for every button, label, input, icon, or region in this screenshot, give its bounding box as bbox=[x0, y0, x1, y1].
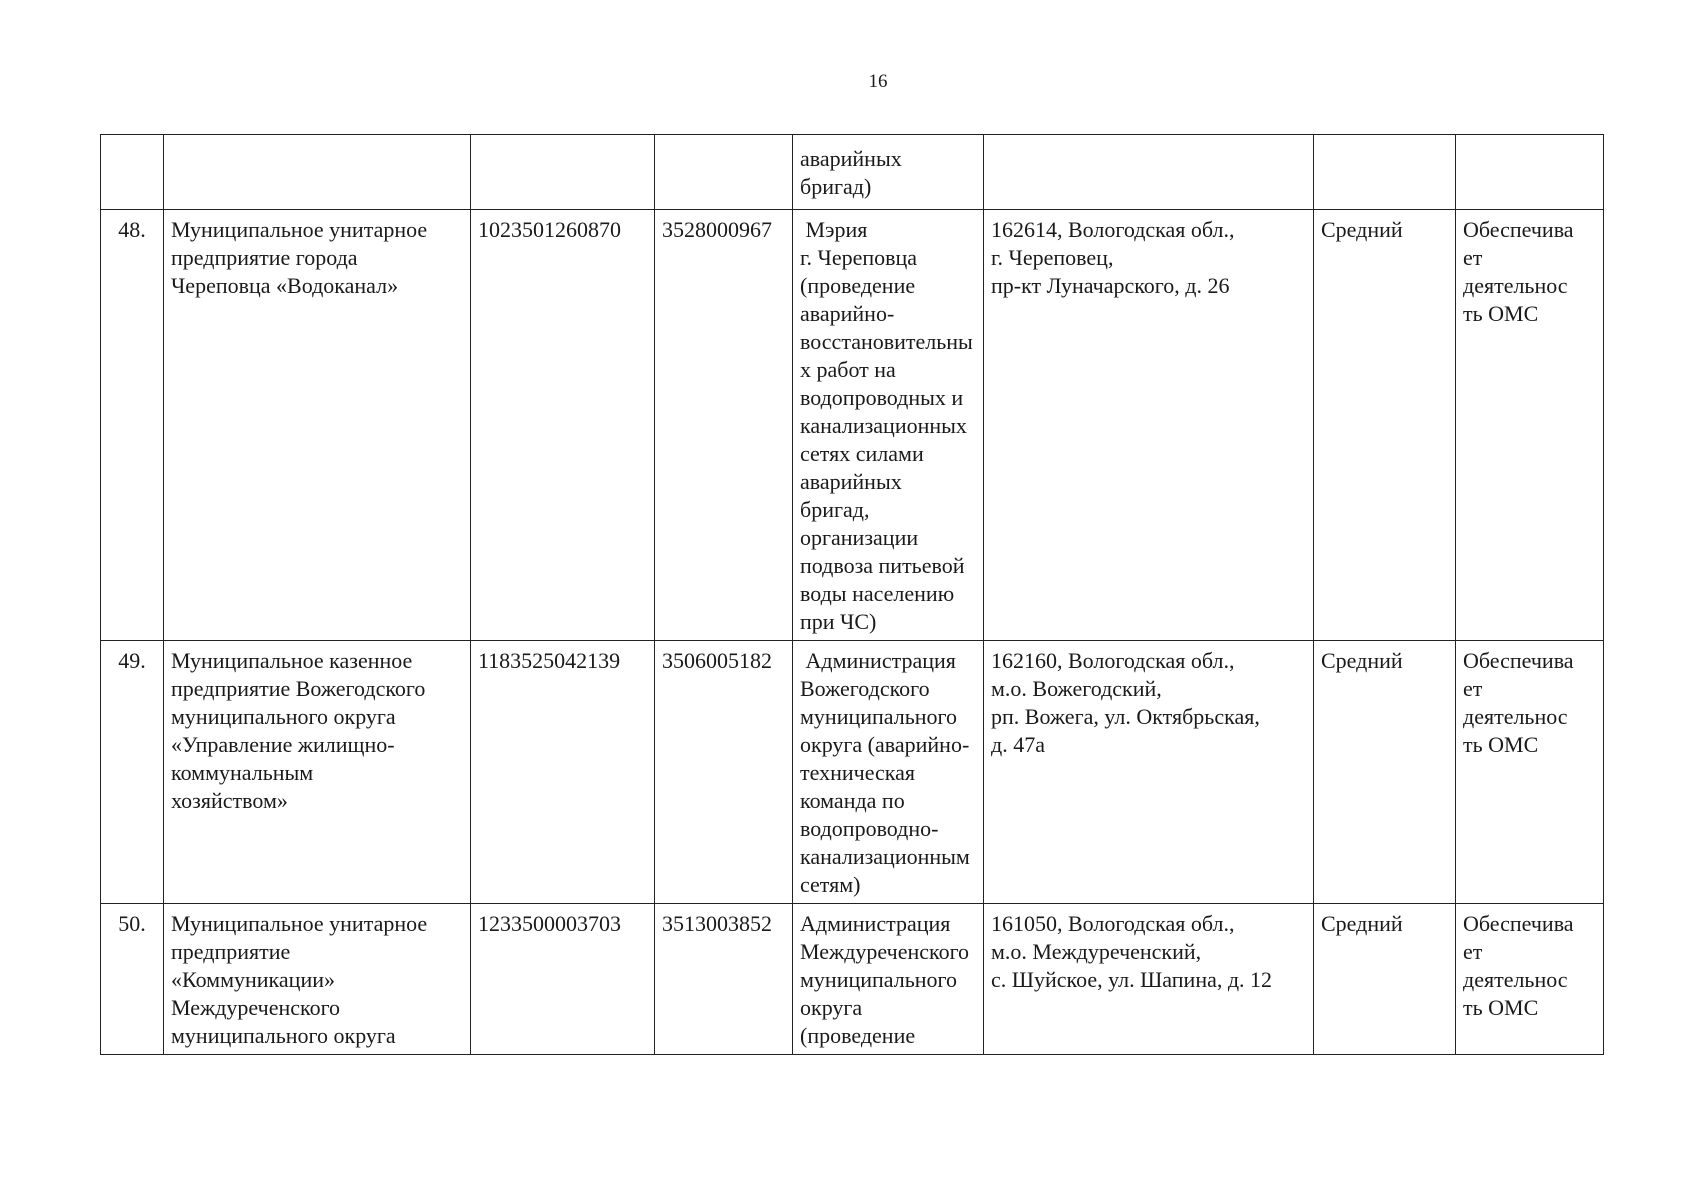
address-line: м.о. Междуреченский, bbox=[991, 939, 1202, 964]
cell-name bbox=[164, 135, 471, 210]
cell-ogrn bbox=[471, 135, 655, 210]
name-line: предприятие Вожегодского bbox=[171, 676, 426, 701]
cell-address bbox=[984, 210, 1314, 641]
cell-oms bbox=[1456, 210, 1604, 641]
oms-line: ть ОМС bbox=[1463, 301, 1539, 326]
cell-ogrn: 1233500003703 bbox=[471, 904, 655, 1055]
purpose-line: Мэрия bbox=[800, 217, 868, 242]
purpose-line: канализационным bbox=[800, 844, 970, 869]
cell-ogrn: 1183525042139 bbox=[471, 641, 655, 904]
purpose-line: техническая bbox=[800, 760, 916, 785]
cell-purpose bbox=[793, 210, 984, 641]
address-line: г. Череповец, bbox=[991, 245, 1114, 270]
address-line: д. 47а bbox=[991, 732, 1045, 757]
oms-line: деятельнос bbox=[1463, 704, 1568, 729]
oms-line: ть ОМС bbox=[1463, 732, 1539, 757]
cell-num: 49. bbox=[101, 641, 164, 904]
oms-line: ет bbox=[1463, 245, 1483, 270]
cell-num: 50. bbox=[101, 904, 164, 1055]
name-line: «Управление жилищно- bbox=[171, 732, 395, 757]
oms-line: ет bbox=[1463, 939, 1483, 964]
organizations-table bbox=[100, 134, 1604, 1055]
purpose-line: подвоза питьевой bbox=[800, 553, 965, 578]
cell-name bbox=[164, 641, 471, 904]
purpose-line: округа (аварийно- bbox=[800, 732, 970, 757]
cell-purpose bbox=[793, 641, 984, 904]
table-row bbox=[101, 641, 1604, 904]
cell-name bbox=[164, 210, 471, 641]
cell-num: 48. bbox=[101, 210, 164, 641]
cell-address bbox=[984, 641, 1314, 904]
cell-inn: 3506005182 bbox=[655, 641, 793, 904]
table-row bbox=[101, 210, 1604, 641]
name-line: предприятие bbox=[171, 939, 291, 964]
cell-oms bbox=[1456, 641, 1604, 904]
purpose-line: (проведение bbox=[800, 273, 916, 298]
oms-line: деятельнос bbox=[1463, 967, 1568, 992]
cell-inn: 3513003852 bbox=[655, 904, 793, 1055]
address-line: пр-кт Луначарского, д. 26 bbox=[991, 273, 1230, 298]
purpose-line: сетях силами bbox=[800, 441, 924, 466]
cell-oms bbox=[1456, 135, 1604, 210]
table-row-continuation bbox=[101, 135, 1604, 210]
purpose-line: Вожегодского bbox=[800, 676, 930, 701]
purpose-line: сетям) bbox=[800, 872, 861, 897]
oms-line: Обеспечива bbox=[1463, 911, 1574, 936]
purpose-line: при ЧС) bbox=[800, 609, 877, 634]
cell-address bbox=[984, 135, 1314, 210]
purpose-line: воды населению bbox=[800, 581, 955, 606]
purpose-line: бригад) bbox=[800, 174, 872, 199]
purpose-line: аварийно- bbox=[800, 301, 895, 326]
name-line: Междуреченского bbox=[171, 995, 341, 1020]
name-line: Череповца «Водоканал» bbox=[171, 273, 399, 298]
name-line: коммунальным bbox=[171, 760, 314, 785]
purpose-line: аварийных bbox=[800, 469, 902, 494]
address-line: 162614, Вологодская обл., bbox=[991, 217, 1235, 242]
purpose-line: Администрация bbox=[800, 911, 951, 936]
cell-purpose bbox=[793, 904, 984, 1055]
address-line: 162160, Вологодская обл., bbox=[991, 648, 1235, 673]
cell-inn bbox=[655, 135, 793, 210]
oms-line: Обеспечива bbox=[1463, 648, 1574, 673]
purpose-line: (проведение bbox=[800, 1023, 916, 1048]
page-number: 16 bbox=[868, 71, 888, 92]
name-line: муниципального округа bbox=[171, 1023, 396, 1048]
name-line: «Коммуникации» bbox=[171, 967, 335, 992]
purpose-line: х работ на bbox=[800, 357, 896, 382]
cell-level: Средний bbox=[1314, 904, 1456, 1055]
cell-level: Средний bbox=[1314, 210, 1456, 641]
oms-line: деятельнос bbox=[1463, 273, 1568, 298]
cell-name bbox=[164, 904, 471, 1055]
oms-line: ет bbox=[1463, 676, 1483, 701]
purpose-line: муниципального bbox=[800, 967, 958, 992]
purpose-line: г. Череповца bbox=[800, 245, 918, 270]
purpose-line: организации bbox=[800, 525, 919, 550]
oms-line: ть ОМС bbox=[1463, 995, 1539, 1020]
cell-level bbox=[1314, 135, 1456, 210]
cell-level: Средний bbox=[1314, 641, 1456, 904]
purpose-line: муниципального bbox=[800, 704, 958, 729]
cell-purpose bbox=[793, 135, 984, 210]
purpose-line: округа bbox=[800, 995, 863, 1020]
purpose-line: аварийных bbox=[800, 146, 902, 171]
purpose-line: команда по bbox=[800, 788, 905, 813]
purpose-line: Администрация bbox=[800, 648, 956, 673]
cell-inn: 3528000967 bbox=[655, 210, 793, 641]
oms-line: Обеспечива bbox=[1463, 217, 1574, 242]
address-line: рп. Вожега, ул. Октябрьская, bbox=[991, 704, 1260, 729]
name-line: хозяйством» bbox=[171, 788, 288, 813]
purpose-line: восстановительны bbox=[800, 329, 973, 354]
address-line: с. Шуйское, ул. Шапина, д. 12 bbox=[991, 967, 1273, 992]
name-line: предприятие города bbox=[171, 245, 358, 270]
address-line: 161050, Вологодская обл., bbox=[991, 911, 1235, 936]
purpose-line: водопроводных и bbox=[800, 385, 964, 410]
purpose-line: Междуреченского bbox=[800, 939, 970, 964]
address-line: м.о. Вожегодский, bbox=[991, 676, 1162, 701]
cell-oms bbox=[1456, 904, 1604, 1055]
cell-ogrn: 1023501260870 bbox=[471, 210, 655, 641]
name-line: Муниципальное казенное bbox=[171, 648, 413, 673]
cell-address bbox=[984, 904, 1314, 1055]
table-row bbox=[101, 904, 1604, 1055]
name-line: муниципального округа bbox=[171, 704, 396, 729]
name-line: Муниципальное унитарное bbox=[171, 911, 428, 936]
purpose-line: водопроводно- bbox=[800, 816, 939, 841]
purpose-line: бригад, bbox=[800, 497, 870, 522]
cell-num bbox=[101, 135, 164, 210]
name-line: Муниципальное унитарное bbox=[171, 217, 428, 242]
purpose-line: канализационных bbox=[800, 413, 967, 438]
